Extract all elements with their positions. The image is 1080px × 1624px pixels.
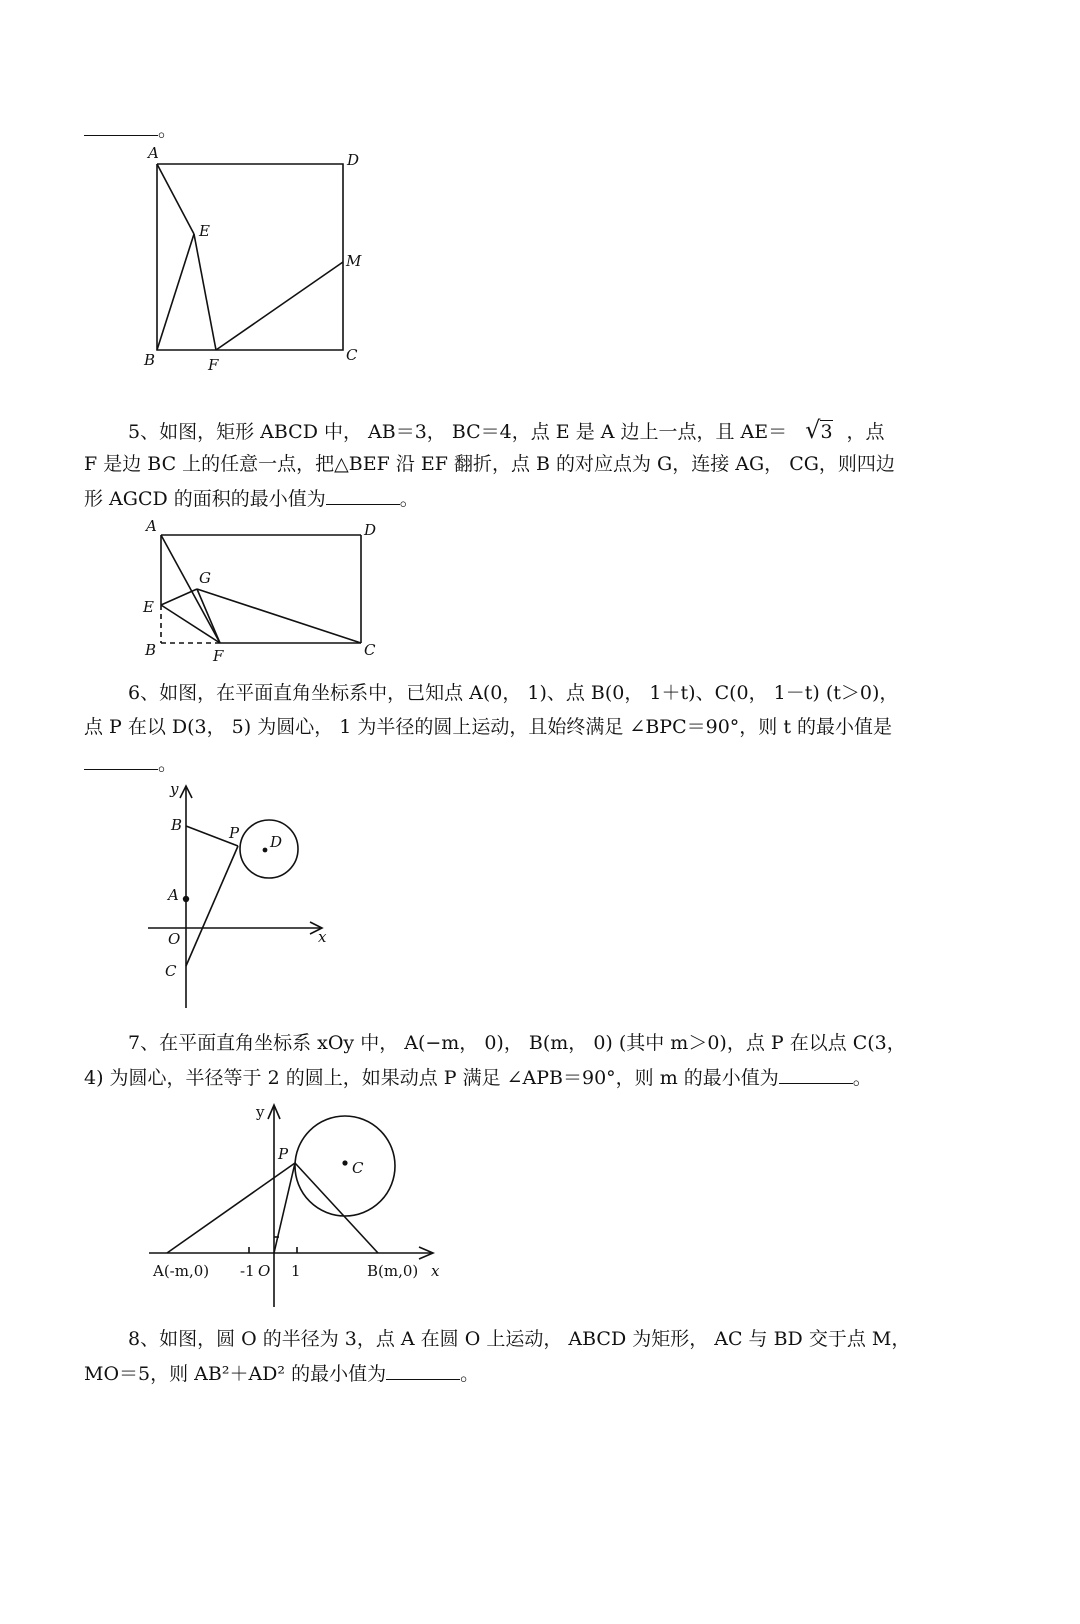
center-d-dot (263, 848, 268, 853)
label-b: B (144, 351, 156, 369)
label-m: M (346, 252, 362, 270)
square-outline (157, 164, 343, 350)
segment-ef (194, 234, 216, 350)
label-y: y (170, 780, 179, 798)
label-e: E (199, 222, 210, 240)
segment-be (157, 234, 194, 350)
label-neg-1: -1 (240, 1262, 255, 1280)
q6-line-2: 点 P 在以 D(3， 5) 为圆心， 1 为半径的圆上运动，且始终满足 ∠BPC＝90°，则 t 的最小值是 (84, 716, 893, 738)
segment-eg (161, 589, 197, 605)
q7-line-1: 7、在平面直角坐标系 xOy 中， A(−m， 0)， B(m， 0) (其中 m＞0)，点 P 在以点 C(3， (128, 1032, 906, 1054)
label-p: P (229, 824, 240, 842)
label-a: A (148, 144, 159, 162)
label-d: D (270, 833, 283, 851)
q6-line-1: 6、如图，在平面直角坐标系中，已知点 A(0， 1)、点 B(0， 1＋t)、C(0， 1－t) (t＞0)， (128, 682, 899, 704)
label-x: x (318, 928, 327, 946)
segment-pc (186, 846, 238, 966)
label-b: B(m,0) (367, 1262, 419, 1280)
figure-coordinate-circle-c (145, 1095, 455, 1315)
label-d: D (364, 521, 377, 539)
label-p: P (278, 1145, 289, 1163)
segment-pb (295, 1163, 378, 1253)
figure-coordinate-circle-d (140, 780, 340, 1015)
segment-ap (167, 1163, 295, 1253)
q7-line-2: 4) 为圆心，半径等于 2 的圆上，如果动点 P 满足 ∠APB＝90°，则 m 的最小值为 。 (84, 1067, 872, 1089)
sqrt-expression: √3 (805, 416, 833, 444)
label-f: F (208, 356, 219, 374)
answer-blank[interactable] (386, 1361, 460, 1380)
q5-line-3: 形 AGCD 的面积的最小值为 。 (84, 488, 419, 510)
figure-square-abcd (130, 140, 380, 380)
answer-blank[interactable] (84, 117, 158, 136)
label-c: C (346, 346, 358, 364)
label-c: C (364, 641, 376, 659)
segment-gc (197, 589, 361, 643)
label-d: D (347, 151, 360, 169)
segment-fm (216, 262, 343, 350)
label-e: E (143, 598, 154, 616)
top-answer-line (84, 117, 177, 142)
q6-line-3: 。 (84, 751, 177, 776)
label-g: G (199, 569, 211, 587)
figure-rectangle-fold (135, 515, 395, 665)
segment-ae (157, 164, 194, 234)
label-c: C (352, 1159, 364, 1177)
segment-af (161, 535, 220, 643)
label-o: O (258, 1262, 271, 1280)
q5-line-1: 5、如图，矩形 ABCD 中， AB＝3， BC＝4，点 E 是 A 边上一点，且 AE＝ √3 ，点 (128, 416, 885, 444)
label-a: A(-m,0) (153, 1262, 210, 1280)
point-a-dot (183, 896, 189, 902)
label-y: y (256, 1103, 265, 1121)
label-c: C (165, 962, 177, 980)
label-b: B (145, 641, 157, 659)
label-f: F (213, 647, 224, 665)
circle-c (295, 1116, 395, 1216)
center-c-dot (342, 1160, 347, 1165)
label-a: A (168, 886, 179, 904)
q8-line-2: MO＝5，则 AB²＋AD² 的最小值为 。 (84, 1363, 480, 1385)
label-x: x (431, 1262, 440, 1280)
answer-blank[interactable] (779, 1065, 853, 1084)
period: 。 (158, 119, 178, 141)
q8-line-1: 8、如图，圆 O 的半径为 3，点 A 在圆 O 上运动， ABCD 为矩形， AC 与 BD 交于点 M， (128, 1328, 911, 1350)
answer-blank[interactable] (326, 486, 400, 505)
label-o: O (168, 930, 181, 948)
answer-blank[interactable] (84, 751, 158, 770)
q5-line-2: F 是边 BC 上的任意一点，把△BEF 沿 EF 翻折，点 B 的对应点为 G，连接 AG， CG，则四边 (84, 453, 895, 475)
circle-d (240, 820, 298, 878)
label-a: A (146, 517, 157, 535)
label-1: 1 (291, 1262, 301, 1280)
label-b: B (171, 816, 183, 834)
